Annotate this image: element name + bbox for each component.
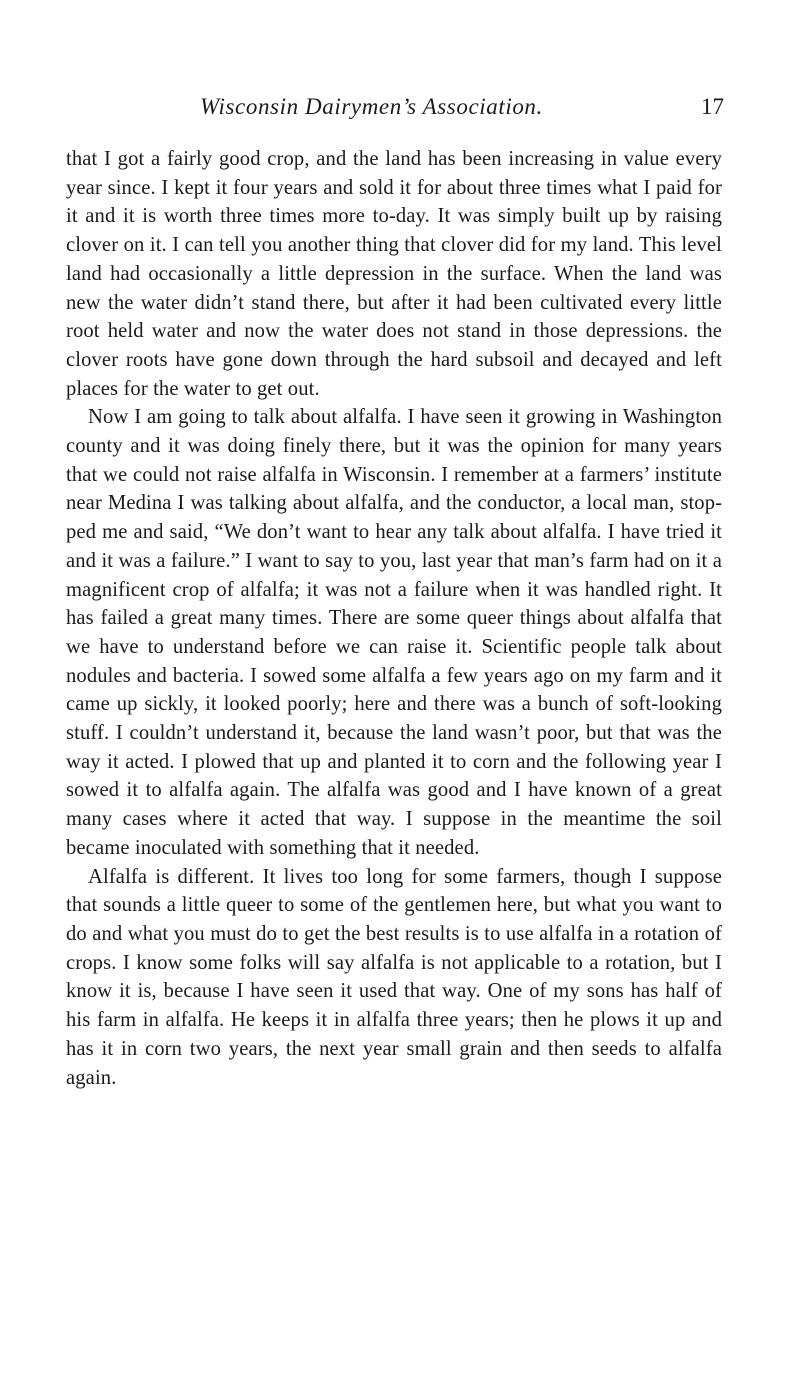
running-title: Wisconsin Dairymen’s Association. — [200, 94, 543, 119]
paragraph-alfalfa-intro: Now I am going to talk about alfalfa. I have seen it growing in Washington county and it was doing finely there, but it was the opinion for many years that we could not raise alfalfa in Wisconsin. I remember at a farmers’ institute near Medina I was talking about alfalfa, and the conductor, a local man, stopped me and said, “We don’t want to hear any talk about alfalfa. I have tried it and it was a failure.” I want to say to you, last year that man’s farm had on it a magnificent crop of alfalfa; it was not a failure when it was handled right. It has failed a great many times. There are some queer things about alfalfa that we have to understand before we can raise it. Scientific people talk about nodules and bacteria. I sowed some alfalfa a few years ago on my farm and it came up sickly, it looked poorly; here and there was a bunch of soft-looking stuff. I couldn’t understand it, because the land wasn’t poor, but that was the way it acted. I plowed that up and planted it to corn and the following year I sowed it to alfalfa again. The alfalfa was good and I have known of a great many cases where it acted that way. I suppose in the meantime the soil became inoculated with something that it needed. — [66, 406, 722, 859]
body-text — [66, 145, 722, 1092]
page-header — [66, 91, 724, 123]
paragraph-alfalfa-rotation: Alfalfa is different. It lives too long for some farmers, though I suppose that sounds a little queer to some of the gentlemen here, but what you want to do and what you must do to get the best results is to use alfalfa in a rotation of crops. I know some folks will say alfalfa is not applicable to a rotation, but I know it is, because I have seen it used that way. One of my sons has half of his farm in alfalfa. He keeps it in alfalfa three years; then he plows it up and has it in corn two years, the next year small grain and then seeds to alfalfa again. — [66, 865, 722, 1089]
paragraph-clover-continued: that I got a fairly good crop, and the land has been increasing in value every year since. I kept it four years and sold it for about three times what I paid for it and it is worth three times more to-day. It was simply built up by raising clover on it. I can tell you another thing that clover did for my land. This level land had occasionally a little depression in the surface. When the land was new the water didn’t stand there, but after it had been cultivated every little root held water and now the water does not stand in those depressions. the clover roots have gone down through the hard subsoil and decayed and left places for the water to get out. — [66, 148, 722, 400]
page-number: 17 — [701, 94, 724, 119]
